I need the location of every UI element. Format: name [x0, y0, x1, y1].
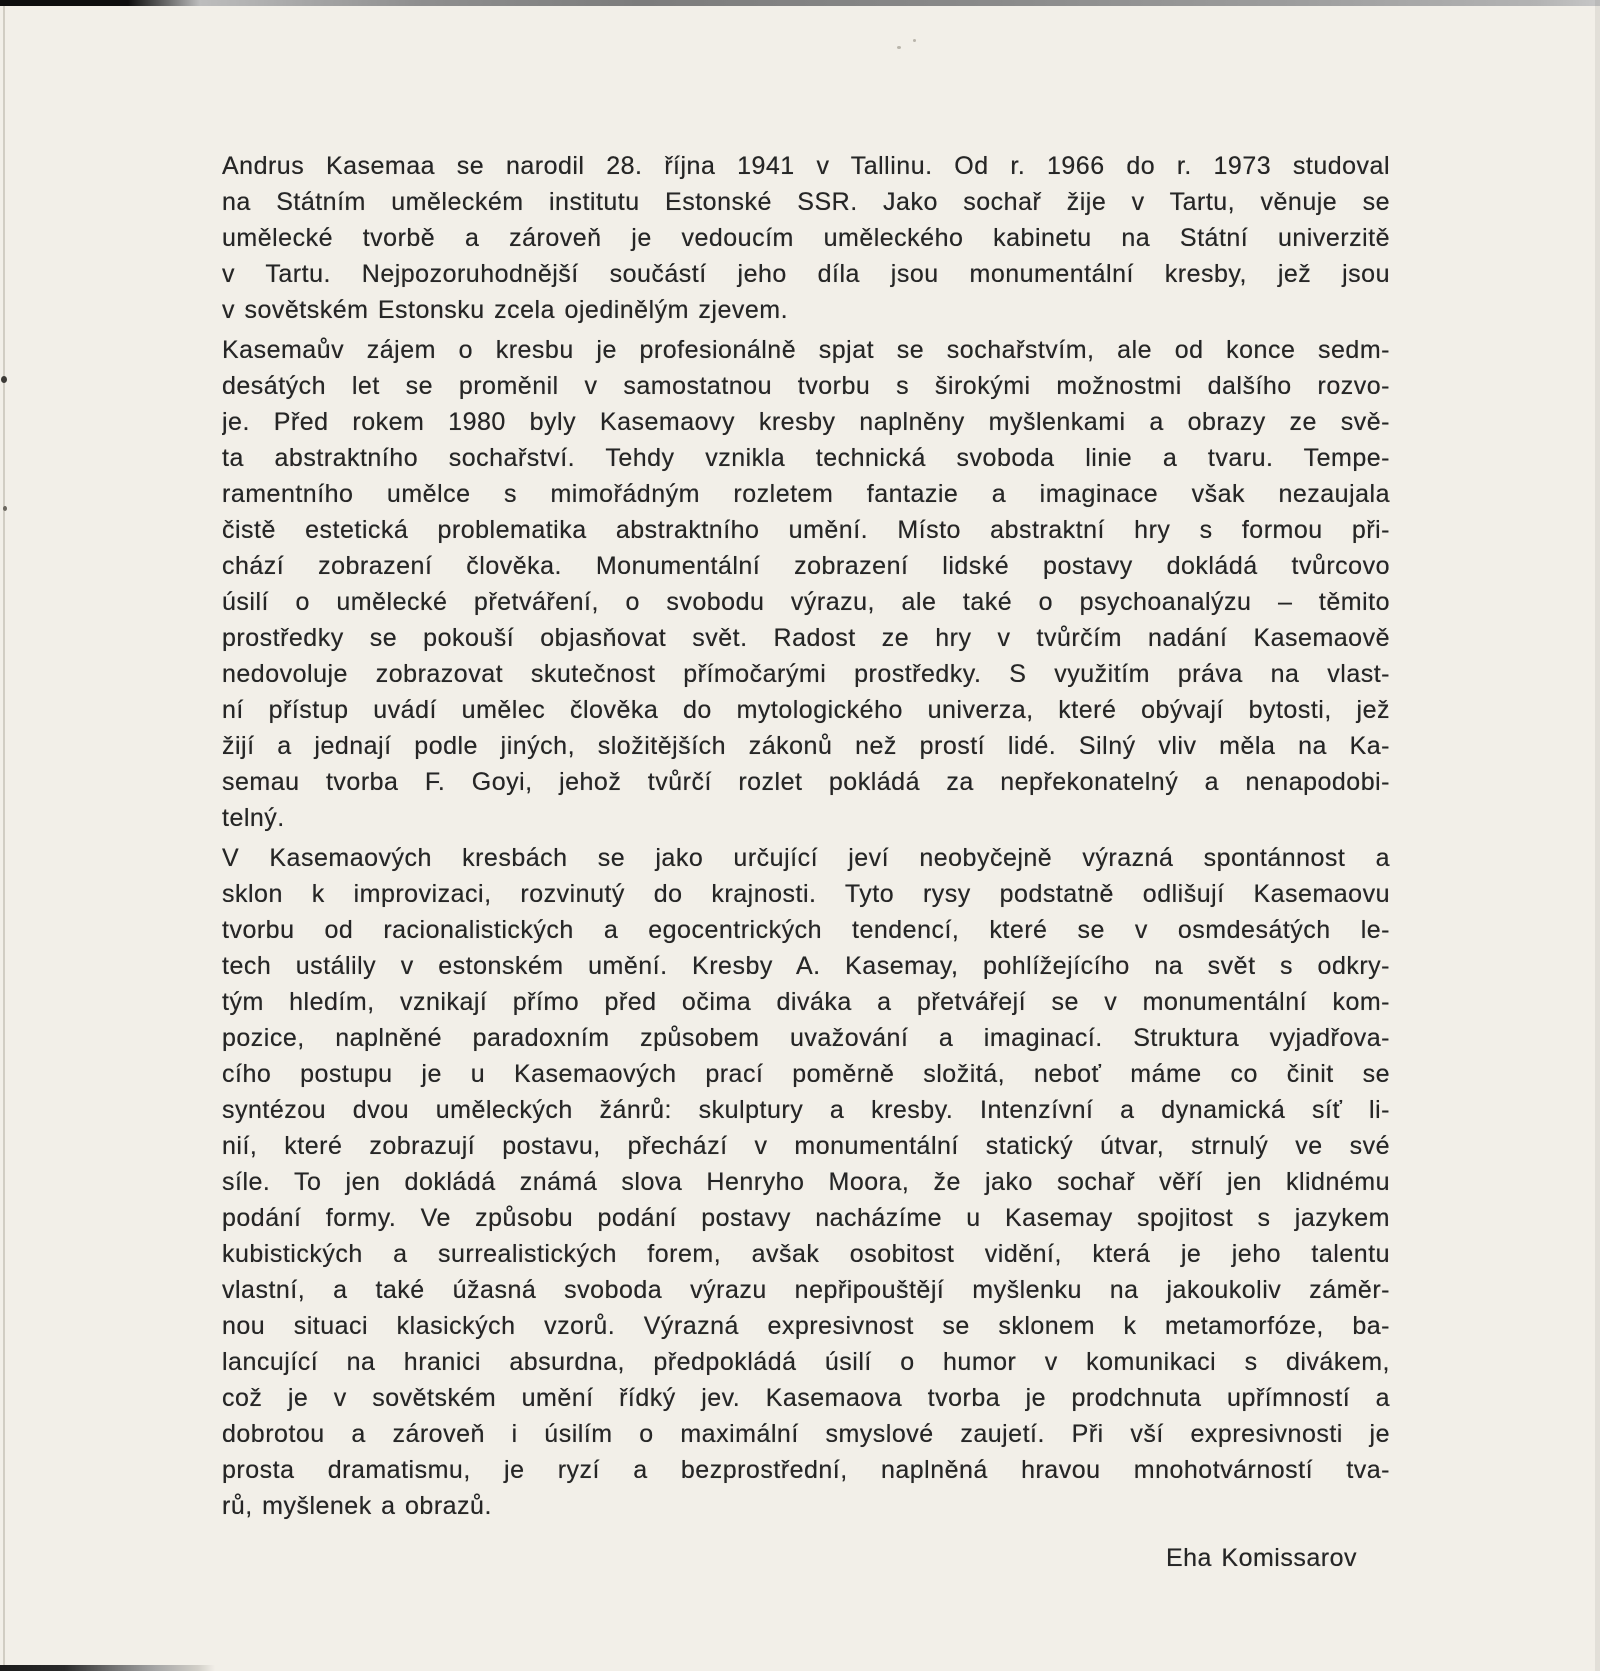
text-line: Andrus Kasemaa se narodil 28. října 1941 v Tallinu. Od r. 1966 do r. 1973 studoval: [222, 152, 1390, 180]
author-signature: Eha Komissarov: [1165, 1544, 1357, 1572]
text-line: sklon k improvizaci, rozvinutý do krajnosti. Tyto rysy podstatně odlišují Kasemaovu: [222, 880, 1390, 908]
scan-artifact-speck: [897, 46, 901, 49]
text-line: v Tartu. Nejpozoruhodnější součástí jeho díla jsou monumentální kresby, jež jsou: [222, 260, 1390, 288]
text-line: lancující na hranici absurdna, předpokládá úsilí o humor v komunikaci s divákem,: [222, 1348, 1390, 1376]
scan-artifact-right-edge-shade: [1595, 0, 1600, 1671]
text-line: na Státním uměleckém institutu Estonské SSR. Jako sochař žije v Tartu, věnuje se: [222, 188, 1390, 216]
scan-artifact-speck: [1, 376, 7, 383]
text-line: což je v sovětském umění řídký jev. Kasemaova tvorba je prodchnuta upřímností a: [222, 1384, 1390, 1412]
text-line: desátých let se proměnil v samostatnou tvorbu s širokými možnostmi dalšího rozvo-: [222, 372, 1390, 400]
text-line: ta abstraktního sochařství. Tehdy vznikla technická svoboda linie a tvaru. Tempe-: [222, 444, 1390, 472]
text-line: žijí a jednají podle jiných, složitějších zákonů než prostí lidé. Silný vliv měla na Ka-: [222, 732, 1390, 760]
text-line: nedovoluje zobrazovat skutečnost přímočarými prostředky. S využitím práva na vlast-: [222, 660, 1390, 688]
text-line: telný.: [222, 804, 285, 832]
paragraph: [222, 840, 1390, 1524]
text-line: cího postupu je u Kasemaových prací poměrně složitá, neboť máme co činit se: [222, 1060, 1390, 1088]
text-line: ramentního umělce s mimořádným rozletem fantazie a imaginace však nezaujala: [222, 480, 1390, 508]
text-line: pozice, naplněné paradoxním způsobem uvažování a imaginací. Struktura vyjadřova-: [222, 1024, 1390, 1052]
text-line: tech ustálily v estonském umění. Kresby A. Kasemay, pohlížejícího na svět s odkry-: [222, 952, 1390, 980]
text-line: v sovětském Estonsku zcela ojedinělým zjevem.: [222, 296, 789, 324]
text-line: síle. To jen dokládá známá slova Henryho Moora, že jako sochař věří jen klidnému: [222, 1168, 1390, 1196]
text-line: vlastní, a také úžasná svoboda výrazu nepřipouštějí myšlenku na jakoukoliv záměr-: [222, 1276, 1390, 1304]
scan-artifact-top-bar: [0, 0, 1600, 6]
text-line: nií, které zobrazují postavu, přechází v monumentální statický útvar, strnulý ve své: [222, 1132, 1390, 1160]
text-line: podání formy. Ve způsobu podání postavy nacházíme u Kasemay spojitost s jazykem: [222, 1204, 1390, 1232]
text-line: semau tvorba F. Goyi, jehož tvůrčí rozlet pokládá za nepřekonatelný a nenapodobi-: [222, 768, 1390, 796]
text-line: čistě estetická problematika abstraktního umění. Místo abstraktní hry s formou při-: [222, 516, 1390, 544]
text-line: dobrotou a zároveň i úsilím o maximální smyslové zaujetí. Při vší expresivnosti je: [222, 1420, 1390, 1448]
text-line: syntézou dvou uměleckých žánrů: skulptury a kresby. Intenzívní a dynamická síť li-: [222, 1096, 1390, 1124]
text-line: prosta dramatismu, je ryzí a bezprostřední, naplněná hravou mnohotvárností tva-: [222, 1456, 1390, 1484]
text-line: tým hledím, vznikají přímo před očima diváka a přetvářejí se v monumentální kom-: [222, 988, 1390, 1016]
text-line: umělecké tvorbě a zároveň je vedoucím uměleckého kabinetu na Státní univerzitě: [222, 224, 1390, 252]
text-line: chází zobrazení člověka. Monumentální zobrazení lidské postavy dokládá tvůrcovo: [222, 552, 1390, 580]
paragraph: [222, 148, 1390, 328]
text-line: Kasemaův zájem o kresbu je profesionálně spjat se sochařstvím, ale od konce sedm-: [222, 336, 1390, 364]
article-text-block: [222, 148, 1390, 1576]
text-line: V Kasemaových kresbách se jako určující jeví neobyčejně výrazná spontánnost a: [222, 844, 1390, 872]
text-line: kubistických a surrealistických forem, avšak osobitost vidění, která je jeho talentu: [222, 1240, 1390, 1268]
text-line: ní přístup uvádí umělec člověka do mytologického univerza, které obývají bytosti, jež: [222, 696, 1390, 724]
scan-artifact-speck: [913, 39, 916, 42]
text-line: nou situaci klasických vzorů. Výrazná expresivnost se sklonem k metamorfóze, ba-: [222, 1312, 1390, 1340]
text-line: je. Před rokem 1980 byly Kasemaovy kresby naplněny myšlenkami a obrazy ze svě-: [222, 408, 1390, 436]
scan-artifact-speck: [3, 506, 7, 511]
paragraph: [222, 332, 1390, 836]
text-line: prostředky se pokouší objasňovat svět. Radost ze hry v tvůrčím nadání Kasemaově: [222, 624, 1390, 652]
text-line: rů, myšlenek a obrazů.: [222, 1492, 492, 1520]
text-line: úsilí o umělecké přetváření, o svobodu výrazu, ale také o psychoanalýzu – těmito: [222, 588, 1390, 616]
scan-artifact-bottom-bar: [0, 1665, 215, 1671]
scan-artifact-left-edge-line: [3, 6, 5, 1666]
text-line: tvorbu od racionalistických a egocentrických tendencí, které se v osmdesátých le-: [222, 916, 1390, 944]
